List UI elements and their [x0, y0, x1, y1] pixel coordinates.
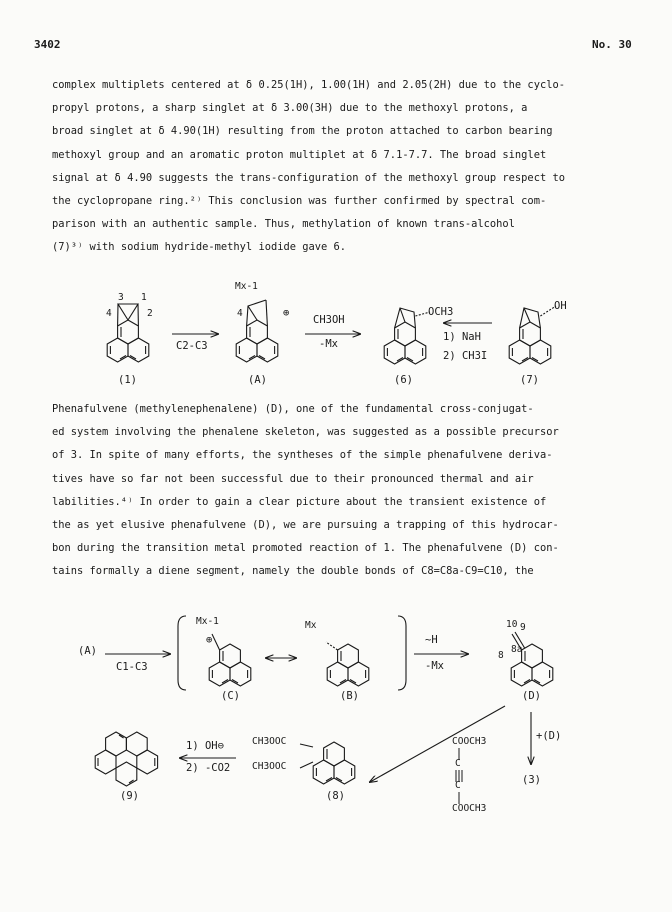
compound-label: (9) [120, 790, 139, 802]
reagent: CH3OH [313, 314, 345, 326]
compound-label: (3) [522, 774, 541, 786]
compound-label: (6) [394, 374, 413, 386]
reagent: ~H [425, 634, 438, 646]
atom-label: 3 [118, 292, 124, 303]
reagent: -Mx [319, 338, 338, 350]
metal-label: Mx [305, 620, 317, 631]
cation-charge: ⊕ [283, 307, 290, 319]
atom-label: 1 [141, 292, 147, 303]
atom-label: 2 [147, 308, 153, 319]
phenafulvene-D-structure [511, 632, 553, 686]
reagent: 2) -CO2 [186, 762, 231, 774]
ester-group: CH3OOC [252, 736, 287, 747]
reagent: -Mx [425, 660, 444, 672]
reaction-condition: C1-C3 [116, 661, 148, 673]
text-line: propyl protons, a sharp singlet at δ 3.00(3H) due to the methoxyl protons, a [52, 102, 528, 115]
reagent: 2) CH3I [443, 350, 488, 362]
hydroxy-group: OH [554, 300, 567, 312]
methoxy-group: OCH3 [428, 306, 454, 318]
text-line: tains formally a diene segment, namely the double bonds of C8=C8a-C9=C10, the [52, 565, 534, 578]
text-line: broad singlet at δ 4.90(1H) resulting from the proton attached to carbon bearing [52, 125, 553, 138]
compound-1-structure [107, 304, 149, 362]
text-line: (7)³⁾ with sodium hydride-methyl iodide gave 6. [52, 241, 347, 254]
metal-label: Mx-1 [196, 616, 219, 627]
ester-group: CH3OOC [252, 761, 287, 772]
text-line: parison with an authentic sample. Thus, methylation of known trans-alcohol [52, 218, 515, 231]
compound-8-structure [300, 742, 355, 784]
bracket-right [398, 616, 406, 690]
atom-label: 8 [498, 650, 504, 661]
carbon-label: C [455, 758, 461, 769]
text-line: ed system involving the phenalene skeleton, was suggested as a possible precursor [52, 426, 559, 439]
compound-label: (D) [522, 690, 541, 702]
compound-label: (8) [326, 790, 345, 802]
text-line: signal at δ 4.90 suggests the trans-configuration of the methoxyl group respect to [52, 171, 565, 184]
ester-label: COOCH3 [452, 803, 487, 814]
text-line: the as yet elusive phenafulvene (D), we are pursuing a trapping of this hydrocar- [52, 519, 559, 532]
carbon-label: C [455, 780, 461, 791]
text-line: labilities.⁴⁾ In order to gain a clear picture about the transient existence of [52, 495, 547, 508]
dimethyl-acetylenedicarboxylate [456, 748, 462, 804]
text-line: the cyclopropane ring.²⁾ This conclusion was further confirmed by spectral com- [52, 195, 547, 208]
bracket-left [178, 616, 186, 690]
text-line: methoxyl group and an aromatic proton multiplet at δ 7.1-7.7. The broad singlet [52, 148, 547, 161]
compound-6-structure [384, 308, 430, 364]
ester-label: COOCH3 [452, 736, 487, 747]
trap-reagent: +(D) [536, 730, 562, 742]
compound-label: (7) [520, 374, 539, 386]
page-number: 3402 [34, 38, 61, 51]
reagent: 1) OH⊖ [186, 740, 224, 752]
atom-label: 8a [511, 644, 523, 655]
paragraph-phenafulvene [52, 398, 622, 584]
journal-issue: No. 30 [592, 38, 632, 51]
compound-label: (C) [221, 690, 240, 702]
atom-label: 4 [106, 308, 112, 319]
compound-7-structure [509, 306, 556, 364]
compound-label: (B) [340, 690, 359, 702]
pyrene-9-structure [95, 732, 157, 786]
atom-label: 4 [237, 308, 243, 319]
cation-charge: ⊕ [206, 634, 213, 646]
atom-label: 9 [520, 622, 526, 633]
compound-label: (A) [78, 645, 97, 657]
text-line: of 3. In spite of many efforts, the syntheses of the simple phenafulvene deriva- [52, 449, 553, 462]
atom-label: 10 [506, 619, 518, 630]
text-line: tives have so far not been successful due to their pronounced thermal and air [52, 472, 534, 485]
metal-label: Mx-1 [235, 281, 258, 292]
text-line: complex multiplets centered at δ 0.25(1H), 1.00(1H) and 2.05(2H) due to the cyclo- [52, 79, 565, 91]
reagent: 1) NaH [443, 331, 481, 343]
text-line: Phenafulvene (methylenephenalene) (D), one of the fundamental cross-conjugat- [52, 403, 534, 415]
reaction-condition: C2-C3 [176, 340, 208, 352]
intermediate-C-structure [209, 634, 251, 686]
compound-label: (A) [248, 374, 267, 386]
text-line: bon during the transition metal promoted reaction of 1. The phenafulvene (D) con- [52, 542, 559, 555]
compound-label: (1) [118, 374, 137, 386]
intermediate-B-structure [326, 642, 369, 686]
